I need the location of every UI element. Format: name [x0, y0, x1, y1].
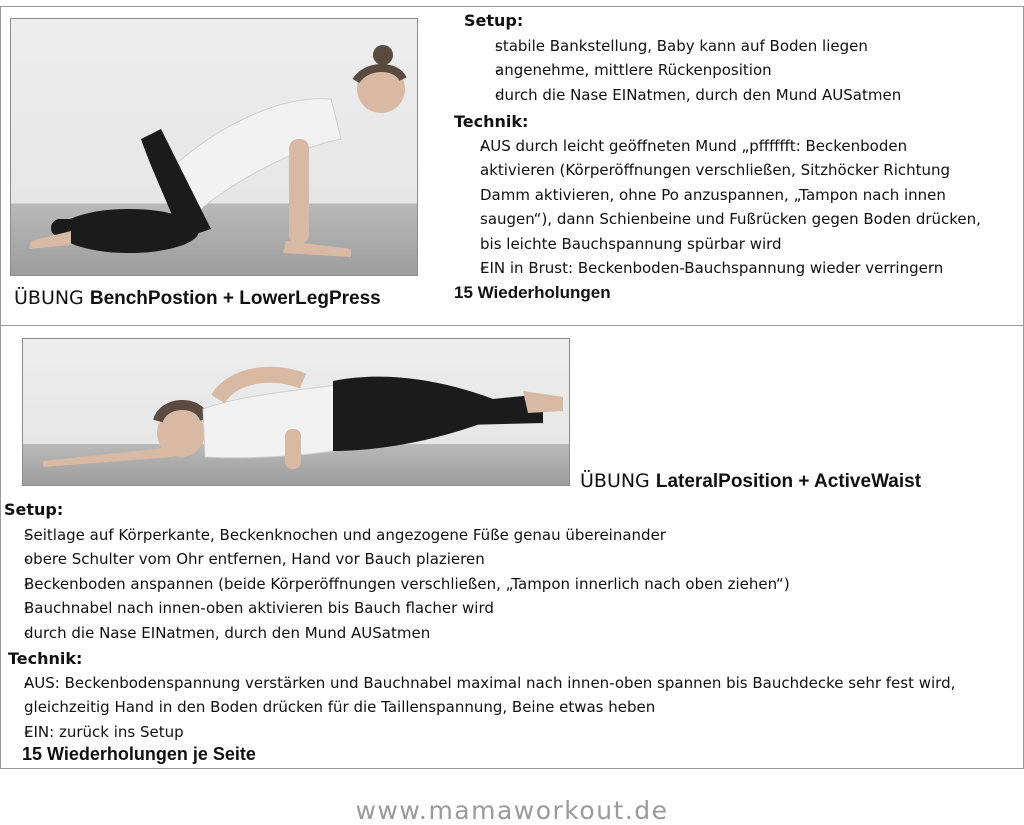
lateral-position-illustration [23, 339, 570, 486]
technik-list [8, 671, 955, 744]
setup-heading: Setup: [464, 11, 524, 30]
exercise-title: ÜBUNG BenchPostion + LowerLegPress [14, 287, 381, 309]
website-url: www.mamaworkout.de [355, 796, 669, 825]
list-item: - Beckenboden anspannen (beide Körperöffnungen verschließen, „Tampon innerlich nach oben ziehen“) [8, 572, 790, 596]
list-item: - EIN: zurück ins Setup [8, 720, 955, 744]
lateral-position-photo [22, 338, 570, 486]
list-item: - Bauchnabel nach innen-oben aktivieren bis Bauch flacher wird [8, 596, 790, 620]
list-item: - stabile Bankstellung, Baby kann auf Boden liegen [464, 34, 901, 58]
list-item: - durch die Nase EINatmen, durch den Mund AUSatmen [464, 83, 901, 107]
list-item: - Seitlage auf Körperkante, Beckenknochen und angezogene Füße genau übereinander [8, 523, 790, 547]
setup-heading: Setup: [4, 500, 64, 519]
repetitions-count: 15 Wiederholungen je Seite [22, 744, 256, 764]
bench-position-photo [10, 18, 418, 276]
setup-list [464, 34, 901, 107]
technik-heading: Technik: [454, 112, 529, 131]
exercise-title: ÜBUNG LateralPosition + ActiveWaist [580, 470, 922, 492]
list-item: - AUS durch leicht geöffneten Mund „pfffffft: Beckenboden aktivieren (Körperöffnungen verschließen, Sitzhöcker Richtung Damm aktivieren, ohne Po anzuspannen, „Tampon nach innen saugen“), dann Schienbeine und Fußrücken gegen Boden drücken, bis leichte Bauchspannung spürbar wird [466, 134, 981, 256]
list-item: - EIN in Brust: Beckenboden-Bauchspannung wieder verringern [466, 256, 981, 280]
technik-heading: Technik: [8, 649, 83, 668]
list-item: - durch die Nase EINatmen, durch den Mund AUSatmen [8, 621, 790, 645]
list-item: - angenehme, mittlere Rückenposition [464, 58, 901, 82]
list-item: - obere Schulter vom Ohr entfernen, Hand vor Bauch plazieren [8, 547, 790, 571]
technik-list [466, 134, 981, 280]
repetitions-count: 15 Wiederholungen [454, 283, 611, 302]
setup-list [8, 523, 790, 645]
bench-position-illustration [11, 19, 418, 276]
list-item: - AUS: Beckenbodenspannung verstärken und Bauchnabel maximal nach innen-oben spannen bis Bauchdecke sehr fest wird, gleichzeitig Hand in den Boden drücken für die Taillenspannung, Beine etwas heben [8, 671, 955, 720]
